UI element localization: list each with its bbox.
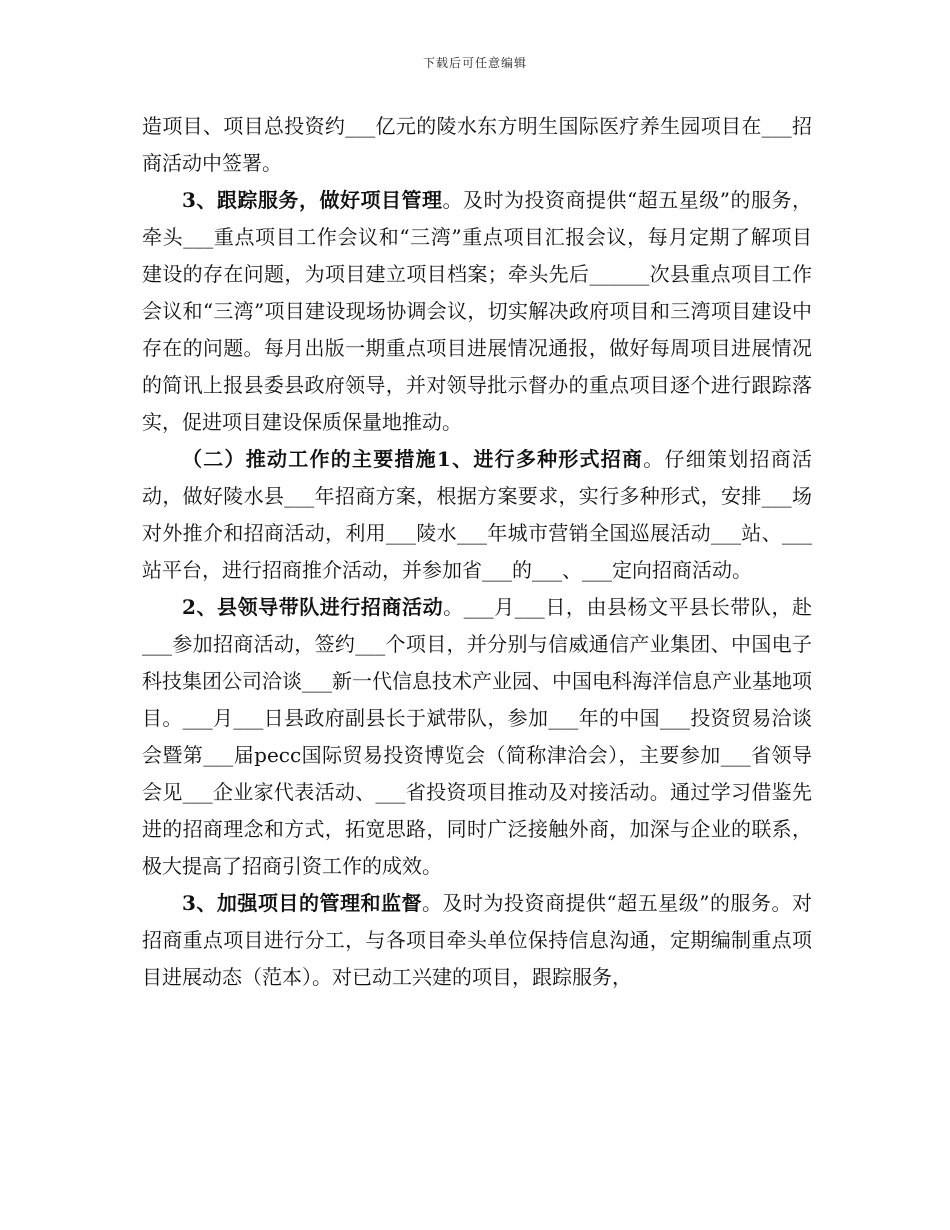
paragraph-continuation [142, 108, 812, 182]
paragraph-tracking-service [142, 182, 812, 441]
paragraph-text: 。及时为投资商提供“超五星级”的服务，牵头___重点项目工作会议和“三湾”重点项目汇报会议，每月定期了解项目建设的存在问题，为项目建立项目档案；牵头先后______次县重点项目工作会议和“三湾”项目建设现场协调会议，切实解决政府项目和三湾项目建设中存在的问题。每月出版一期重点项目进展情况通报，做好每周项目进展情况的简讯上报县委县政府领导，并对领导批示督办的重点项目逐个进行跟踪落实，促进项目建设保质保量地推动。 [142, 188, 812, 434]
paragraph-heading: 3、跟踪服务，做好项目管理 [182, 188, 443, 212]
paragraph-project-management [142, 885, 812, 996]
paragraph-text: 。及时为投资商提供“超五星级”的服务。对招商重点项目进行分工，与各项目牵头单位保持信息沟通，定期编制重点项目进展动态（范本）。对已动工兴建的项目，跟踪服务， [142, 891, 812, 989]
paragraph-main-measures [142, 441, 812, 589]
paragraph-heading: 3、加强项目的管理和监督 [182, 891, 422, 915]
document-body [142, 108, 812, 996]
paragraph-text: 造项目、项目总投资约___亿元的陵水东方明生国际医疗养生园项目在___招商活动中签署。 [142, 114, 812, 175]
paragraph-text: 。仔细策划招商活动，做好陵水县___年招商方案，根据方案要求，实行多种形式，安排___场对外推介和招商活动，利用___陵水___年城市营销全国巡展活动___站、___站平台，进行招商推介活动，并参加省___的___、___定向招商活动。 [142, 447, 813, 582]
paragraph-heading: 2、县领导带队进行招商活动 [182, 595, 444, 619]
paragraph-text: 。___月___日，由县杨文平县长带队，赴___参加招商活动，签约___个项目，并分别与信威通信产业集团、中国电子科技集团公司洽谈___新一代信息技术产业园、中国电科海洋信息产业基地项目。___月___日县政府副县长于斌带队，参加___年的中国___投资贸易洽谈会暨第___届pecc国际贸易投资博览会（简称津洽会），主要参加___省领导会见___企业家代表活动、___省投资项目推动及对接活动。通过学习借鉴先进的招商理念和方式，拓宽思路，同时广泛接触外商，加深与企业的联系，极大提高了招商引资工作的成效。 [142, 595, 812, 878]
paragraph-heading: （二）推动工作的主要措施1、进行多种形式招商 [182, 447, 644, 471]
paragraph-leaders-investment [142, 589, 812, 885]
page-header: 下载后可任意编辑 [422, 56, 527, 70]
